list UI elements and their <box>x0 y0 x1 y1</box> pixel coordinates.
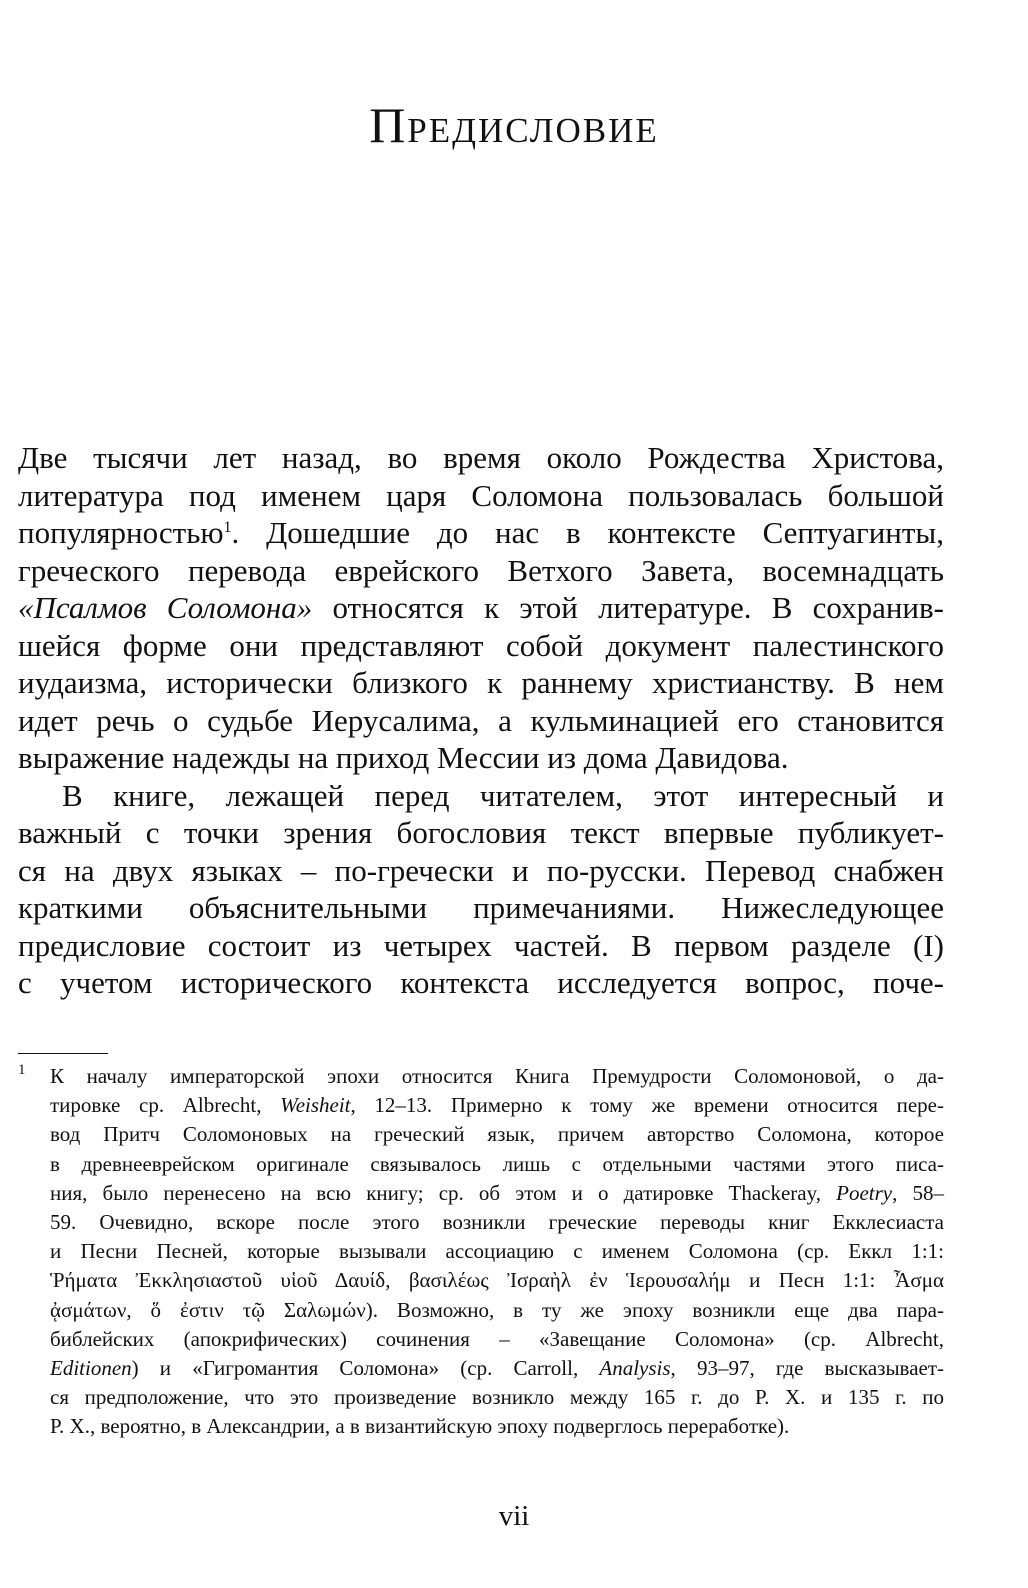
italic-segment: Weisheit <box>280 1093 351 1118</box>
body-line <box>18 589 944 627</box>
body-line <box>18 852 944 890</box>
italic-segment: Editionen <box>50 1355 132 1380</box>
text-segment: иудаизма, исторически близкого к раннему христианству. В нем <box>18 665 944 700</box>
text-segment: литература под именем царя Соломона пользовалась большой <box>18 477 944 513</box>
page-number: vii <box>498 1500 530 1532</box>
body-line <box>18 552 944 590</box>
italic-segment: «Псалмов Соломона» <box>18 590 313 625</box>
footnote-line <box>50 1062 944 1091</box>
footnote <box>18 1062 944 1441</box>
body-line <box>18 627 944 665</box>
footnote-line <box>50 1179 944 1208</box>
text-segment: Две тысячи лет назад, во время около Рождества Христова, <box>18 440 944 475</box>
text-segment: , 58– <box>892 1180 944 1205</box>
footnote-line <box>50 1120 944 1149</box>
text-segment: , 93–97, где высказывает- <box>670 1355 945 1380</box>
body-line <box>18 777 944 815</box>
body-line <box>18 889 944 927</box>
text-segment: вод Притч Соломоновых на греческий язык, причем авторство Соломона, которое <box>50 1122 944 1147</box>
text-segment: , 12–13. Примерно к тому же времени относится пере- <box>350 1093 944 1118</box>
footnote-reference: 1 <box>223 519 232 536</box>
footnote-line <box>50 1325 944 1354</box>
body-line <box>18 514 944 552</box>
text-segment: выражение надежды на приход Мессии из дома Давидова. <box>18 740 789 775</box>
footnote-number: 1 <box>18 1062 26 1078</box>
text-segment: К началу императорской эпохи относится Книга Премудрости Соломоновой, о да- <box>50 1064 944 1088</box>
body-text <box>18 439 944 1002</box>
footnote-line <box>50 1412 944 1441</box>
footnote-line <box>50 1296 944 1325</box>
text-segment: греческого перевода еврейского Ветхого Завета, восемнадцать <box>18 552 944 588</box>
text-segment: ) и «Гигромантия Соломона» (ср. Carroll, <box>131 1355 600 1380</box>
body-line <box>18 702 944 740</box>
text-segment: библейских (апокрифических) сочинения – «Завещание Соломона» (ср. Albrecht, <box>50 1326 944 1351</box>
text-segment: с учетом исторического контекста исследуется вопрос, поче- <box>18 965 944 1000</box>
text-segment: и Песни Песней, которые вызывали ассоциацию с именем Соломона (ср. Еккл 1:1: <box>50 1239 944 1264</box>
text-segment: ся на двух языках – по-гречески и по-русски. Перевод снабжен <box>18 852 944 888</box>
footnote-line <box>50 1237 944 1266</box>
body-line <box>18 927 944 965</box>
text-segment: тировке ср. Albrecht, <box>50 1093 281 1118</box>
text-segment: ᾀσμάτων, ὅ ἐστιν τῷ Σαλωμών). Возможно, в ту же эпоху возникли еще два пара- <box>50 1297 944 1322</box>
chapter-heading: Предисловие <box>369 97 659 153</box>
text-segment: краткими объяснительными примечаниями. Нижеследующее <box>18 890 944 925</box>
body-line <box>18 439 944 477</box>
text-segment: шейся форме они представляют собой документ палестинского <box>18 627 944 663</box>
footnote-text <box>50 1062 944 1441</box>
text-segment: 59. Очевидно, вскоре после этого возникли греческие переводы книг Екклесиаста <box>50 1209 944 1234</box>
text-segment: Р. Х., вероятно, в Александрии, а в византийскую эпоху подверглось переработке). <box>50 1414 790 1439</box>
body-line <box>18 664 944 702</box>
footnote-line <box>50 1266 944 1295</box>
text-segment: В книге, лежащей перед читателем, этот интересный и <box>62 777 944 813</box>
body-line <box>18 477 944 515</box>
text-segment: ся предположение, что это произведение возникло между 165 г. до Р. Х. и 135 г. по <box>50 1385 944 1410</box>
text-segment: в древнееврейском оригинале связывалось лишь с отдельными частями этого писа- <box>50 1151 944 1176</box>
body-line <box>18 964 944 1002</box>
body-line <box>18 739 944 777</box>
text-segment: Ῥήματα Ἐκκλησιαστοῦ υἱοῦ Δαυίδ, βασιλέως Ἰσραὴλ ἐν Ἱερουσαλήμ и Песн 1:1: Ἆσμα <box>50 1268 944 1293</box>
text-segment: важный с точки зрения богословия текст впервые публикует- <box>18 815 944 850</box>
footnote-line <box>50 1150 944 1179</box>
italic-segment: Analysis <box>599 1355 671 1380</box>
text-segment: относятся к этой литературе. В сохранив- <box>312 590 944 625</box>
footnote-line <box>50 1354 944 1383</box>
text-segment: предисловие состоит из четырех частей. В первом разделе (I) <box>18 927 944 963</box>
text-segment: ния, было перенесено на всю книгу; ср. об этом и о датировке Thackeray, <box>50 1180 837 1205</box>
text-segment: . Дошедшие до нас в контексте Септуагинты, <box>231 515 944 550</box>
body-line <box>18 814 944 852</box>
footnote-line <box>50 1208 944 1237</box>
footnote-line <box>50 1383 944 1412</box>
footnote-separator <box>18 1053 108 1054</box>
text-segment: популярностью <box>18 515 224 550</box>
footnote-line <box>50 1091 944 1120</box>
italic-segment: Poetry <box>836 1180 893 1205</box>
text-segment: идет речь о судьбе Иерусалима, а кульминацией его становится <box>18 702 944 738</box>
